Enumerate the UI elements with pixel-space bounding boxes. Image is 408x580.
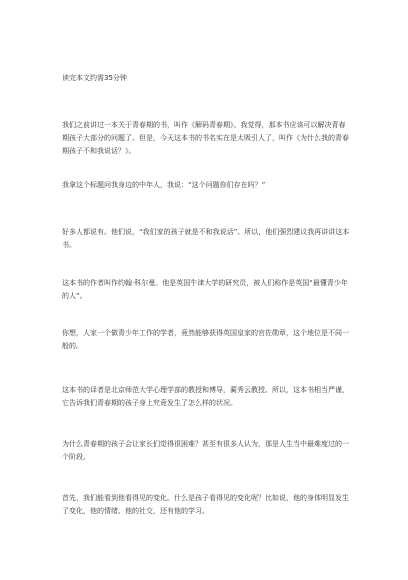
paragraph: 我们之前讲过一本关于青春期的书，叫作《解码青春期》。我觉得，那本书应该可以解决青春期孩子大部分的问题了。但是，今天这本书的书名实在是太吸引人了，叫作《为什么我的青春期孩子不和我说话？》。 (62, 121, 349, 155)
paragraph: 首先，我们能看到他看得见的变化。什么是孩子看得见的变化呢？比如说，他的身体明显发生了变化，他的情绪、他的社交，还有他的学习。 (62, 494, 349, 515)
paragraph: 你想，人家一个做青少年工作的学者，竟然能够获得英国皇家的官佐勋章，这个地位是不同一般的。 (62, 329, 349, 350)
paragraph: 这本书的作者叫作约翰·科尔曼。他是英国牛津大学的研究员，被人们称作是英国“最懂青少年的人”。 (62, 279, 348, 300)
paragraph: 好多人都说有。他们说，“我们家的孩子就是不和我说话”。所以，他们强烈建议我再讲讲这本书。 (62, 228, 350, 249)
reading-time-note: 读完本文约需35分钟 (62, 74, 127, 82)
paragraph: 我拿这个标题问我身边的中年人，我说：“这个问题你们存在吗？” (62, 181, 266, 189)
paragraph: 这本书的译者是北京师范大学心理学部的教授和博导，蔺秀云教授。所以，这本书相当严谨，它告诉我们青春期的孩子身上究竟发生了怎么样的状况。 (62, 386, 349, 407)
paragraph: 为什么青春期的孩子会让家长们觉得很困难？甚至有很多人认为，那是人生当中最难度过的一个阶段。 (62, 440, 349, 461)
